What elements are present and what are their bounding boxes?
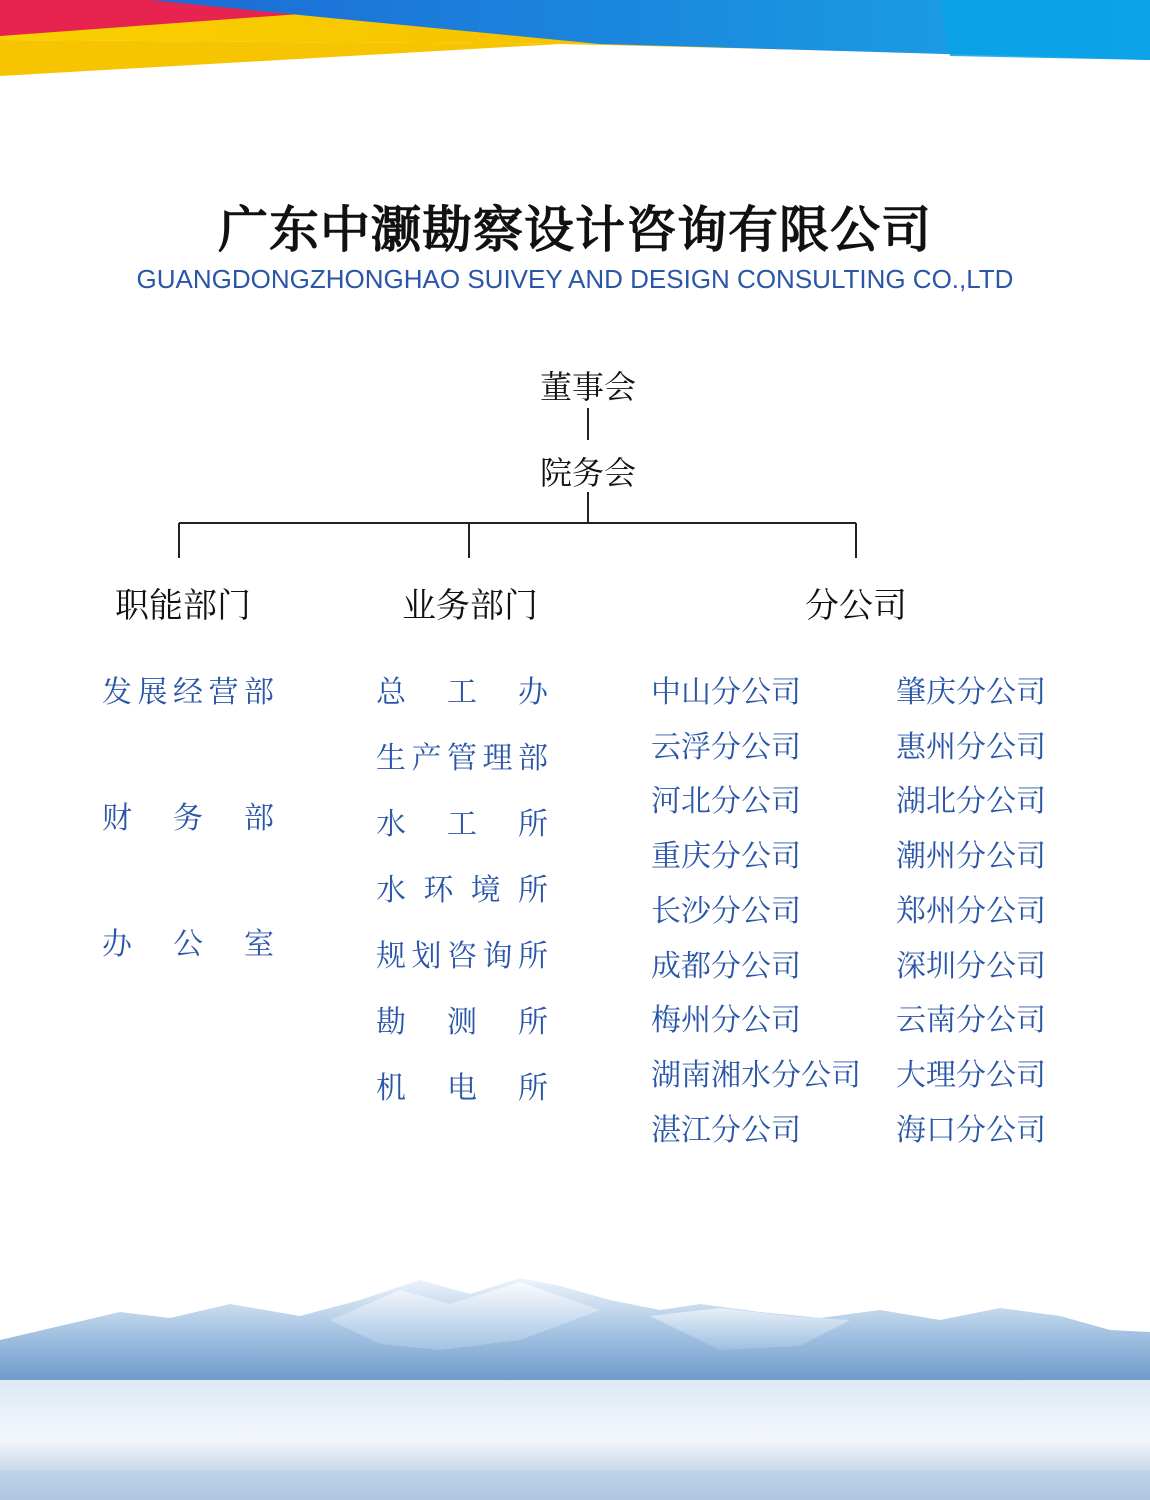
- branch-item: 重庆分公司: [651, 839, 801, 875]
- business-dept-item: 水 环 境 所: [376, 873, 548, 908]
- branch-item: 肇庆分公司: [896, 675, 1046, 710]
- institute-council-node: 院务会: [539, 454, 637, 492]
- functional-dept-item: 办 公 室: [102, 927, 274, 962]
- dept-title-functional: 职能部门: [115, 586, 251, 626]
- top-banner: [0, 0, 1150, 80]
- snow-mountain-illustration: [0, 1260, 1150, 1500]
- branch-item: 深圳分公司: [896, 948, 1046, 984]
- business-dept-item: 水 工 所: [376, 807, 548, 842]
- branch-item: 梅州分公司: [651, 1003, 801, 1039]
- functional-dept-item: 财 务 部: [102, 801, 274, 836]
- business-dept-item: 总 工 办: [376, 675, 548, 710]
- dept-title-business: 业务部门: [402, 586, 538, 626]
- branch-item: 郑州分公司: [896, 893, 1046, 929]
- branch-item: 云浮分公司: [651, 729, 801, 765]
- branch-item: 中山分公司: [651, 675, 801, 710]
- branch-item: 河北分公司: [651, 784, 801, 820]
- branch-item: 潮州分公司: [896, 839, 1046, 875]
- business-dept-item: 机 电 所: [376, 1071, 548, 1106]
- functional-dept-item: 发 展 经 营 部: [102, 675, 274, 710]
- branch-item: 海口分公司: [896, 1112, 1046, 1148]
- company-title-en: GUANGDONGZHONGHAO SUIVEY AND DESIGN CONSULTING CO.,LTD: [136, 264, 1014, 294]
- branch-item: 长沙分公司: [651, 893, 801, 929]
- branch-item: 云南分公司: [896, 1003, 1046, 1039]
- business-dept-item: 勘 测 所: [376, 1005, 548, 1040]
- branch-item: 惠州分公司: [896, 729, 1046, 765]
- branch-item: 成都分公司: [651, 948, 801, 984]
- branch-item: 湛江分公司: [651, 1112, 801, 1148]
- board-of-directors-node: 董事会: [539, 368, 637, 406]
- business-dept-item: 生 产 管 理 部: [376, 741, 548, 776]
- business-dept-item: 规 划 咨 询 所: [376, 939, 548, 974]
- branch-item: 湖南湘水分公司: [651, 1057, 861, 1093]
- dept-title-branches: 分公司: [805, 586, 907, 626]
- branch-item: 湖北分公司: [896, 784, 1046, 820]
- branch-item: 大理分公司: [896, 1057, 1046, 1093]
- company-title-cn: 广东中灏勘察设计咨询有限公司: [218, 201, 932, 259]
